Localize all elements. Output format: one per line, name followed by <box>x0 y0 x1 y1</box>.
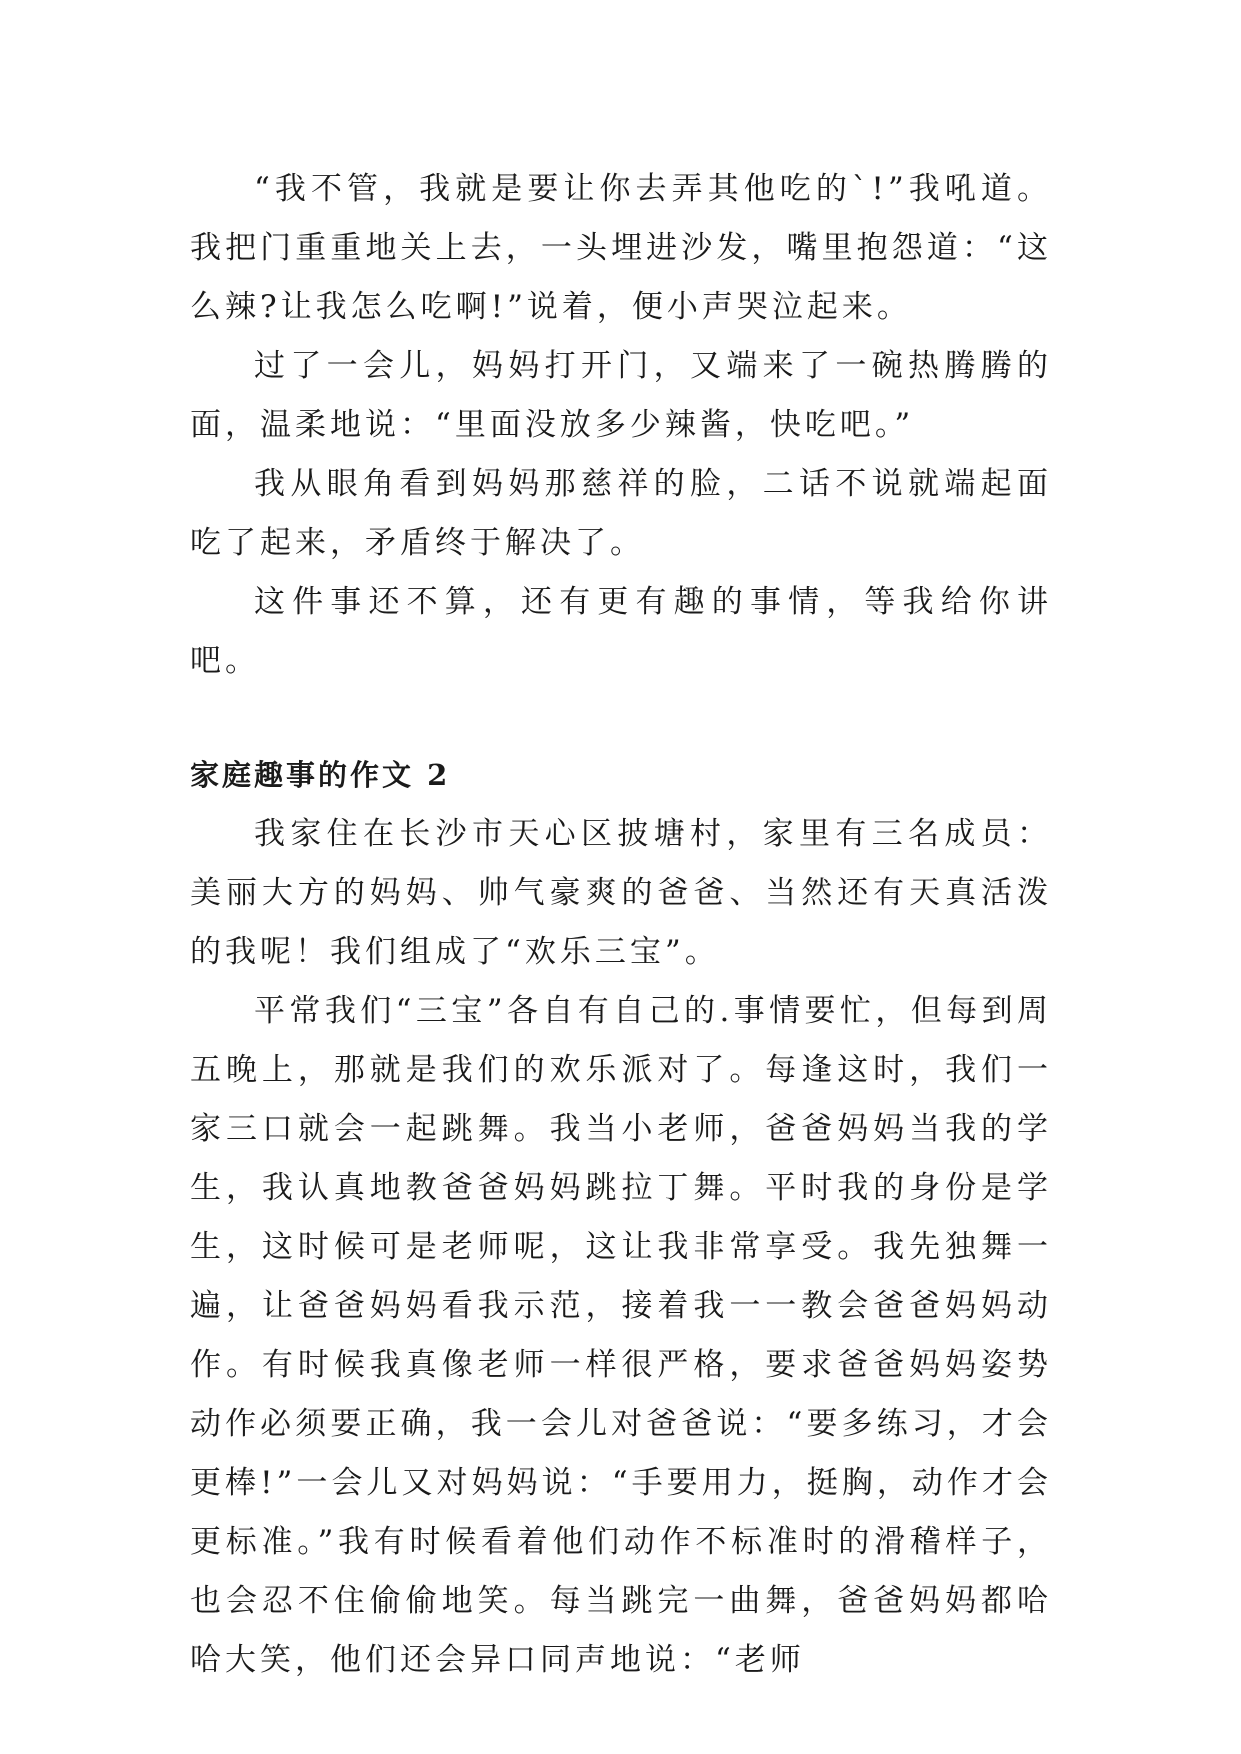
paragraph: “我不管，我就是要让你去弄其他吃的`!”我吼道。我把门重重地关上去，一头埋进沙发，嘴里抱怨道：“这么辣?让我怎么吃啊!”说着，便小声哭泣起来。 <box>190 171 1052 325</box>
paragraph: 这件事还不算，还有更有趣的事情，等我给你讲吧。 <box>190 584 1052 679</box>
paragraph: 平常我们“三宝”各自有自己的.事情要忙，但每到周五晚上，那就是我们的欢乐派对了。每逢这时，我们一家三口就会一起跳舞。我当小老师，爸爸妈妈当我的学生，我认真地教爸爸妈妈跳拉丁舞。平时我的身份是学生，这时候可是老师呢，这让我非常享受。我先独舞一遍，让爸爸妈妈看我示范，接着我一一教会爸爸妈妈动作。有时候我真像老师一样很严格，要求爸爸妈妈姿势动作必须要正确，我一会儿对爸爸说：“要多练习，才会更棒!”一会儿又对妈妈说：“手要用力，挺胸，动作才会更标准。”我有时候看着他们动作不标准时的滑稽样子，也会忍不住偷偷地笑。每当跳完一曲舞，爸爸妈妈都哈哈大笑，他们还会异口同声地说：“老师 <box>190 993 1052 1678</box>
document-body <box>190 160 1052 1690</box>
paragraph: 过了一会儿，妈妈打开门，又端来了一碗热腾腾的面，温柔地说：“里面没放多少辣酱，快吃吧。” <box>190 348 1052 443</box>
paragraph: 我从眼角看到妈妈那慈祥的脸，二话不说就端起面吃了起来，矛盾终于解决了。 <box>190 466 1052 561</box>
paragraph: 我家住在长沙市天心区披塘村，家里有三名成员：美丽大方的妈妈、帅气豪爽的爸爸、当然还有天真活泼的我呢！我们组成了“欢乐三宝”。 <box>190 816 1052 970</box>
section-title: 家庭趣事的作文 2 <box>190 758 451 792</box>
